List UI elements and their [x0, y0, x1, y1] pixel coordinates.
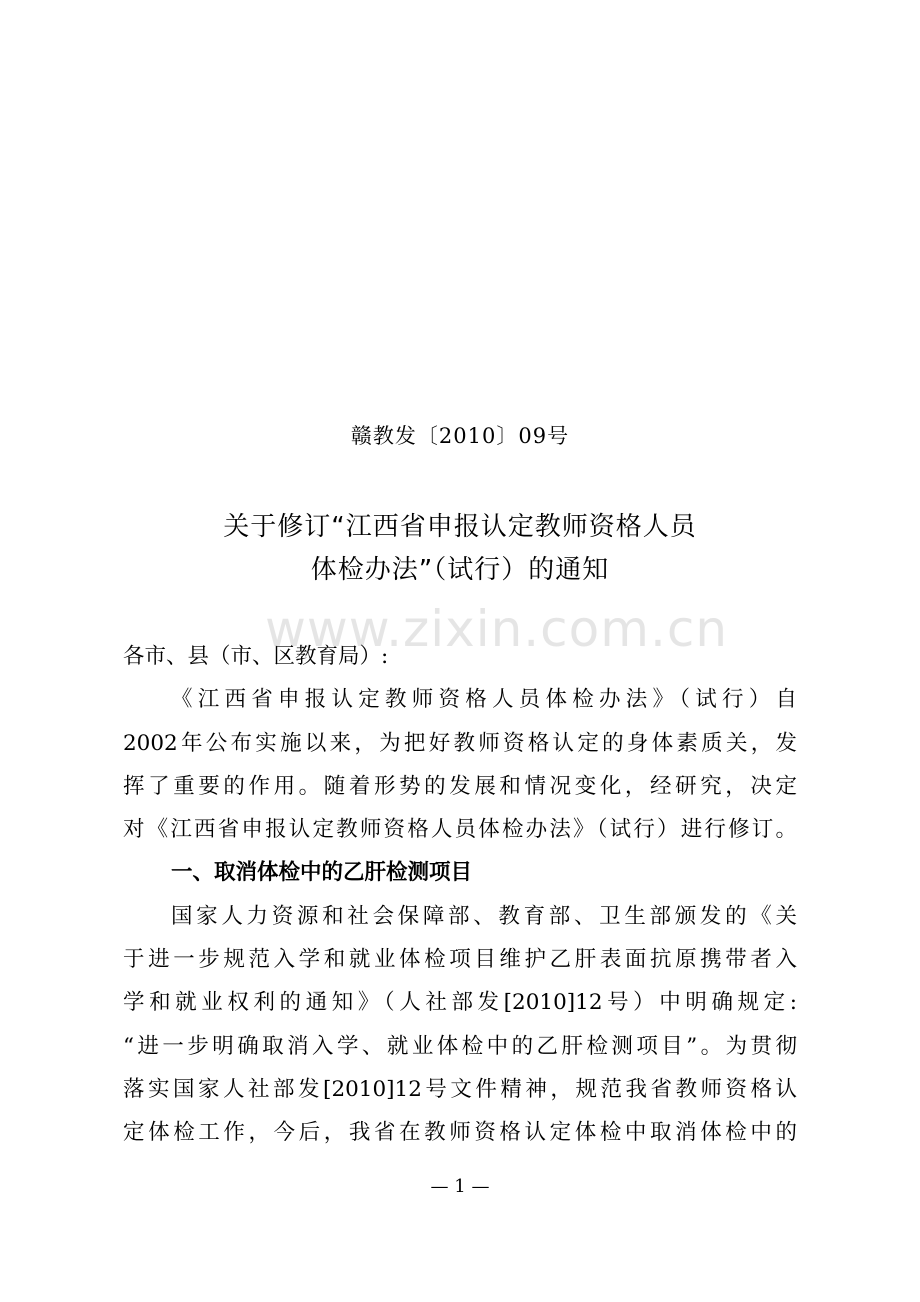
paragraph-2-line: 国家人力资源和社会保障部、教育部、卫生部颁发的《关: [171, 903, 797, 929]
document-title-line-2: 体检办法”（试行）的通知: [310, 555, 610, 585]
paragraph-2: [123, 895, 797, 1155]
document-title-line-1: 关于修订“江西省申报认定教师资格人员: [223, 512, 697, 542]
paragraph-2-line: 定体检工作，今后，我省在教师资格认定体检中取消体检中的: [123, 1120, 797, 1146]
paragraph-1-line: 《江西省申报认定教师资格人员体检办法》（试行）自: [171, 687, 797, 713]
paragraph-2-line: 落实国家人社部发[2010]12号文件精神，规范我省教师资格认: [123, 1076, 797, 1102]
section-heading-1: 一、取消体检中的乙肝检测项目: [171, 860, 473, 886]
document-number: 赣教发〔2010〕09号: [350, 424, 570, 448]
salutation: 各市、县（市、区教育局）:: [123, 644, 389, 669]
paragraph-1: [123, 678, 797, 851]
paragraph-1-line: 挥了重要的作用。随着形势的发展和情况变化，经研究，决定: [123, 773, 797, 799]
paragraph-1-line: 对《江西省申报认定教师资格人员体检办法》（试行）进行修订。: [123, 817, 797, 843]
paragraph-2-line: 学和就业权利的通知》（人社部发[2010]12号）中明确规定:: [123, 990, 797, 1016]
paragraph-1-line: 2002年公布实施以来，为把好教师资格认定的身体素质关，发: [123, 730, 797, 756]
document-body: [123, 635, 797, 1155]
page-number: — 1 —: [430, 1176, 490, 1197]
paragraph-2-line: 于进一步规范入学和就业体检项目维护乙肝表面抗原携带者入: [123, 947, 797, 973]
watermark: www.zixin.com.cn: [265, 600, 729, 658]
paragraph-2-line: “进一步明确取消入学、就业体检中的乙肝检测项目”。为贯彻: [123, 1033, 797, 1059]
